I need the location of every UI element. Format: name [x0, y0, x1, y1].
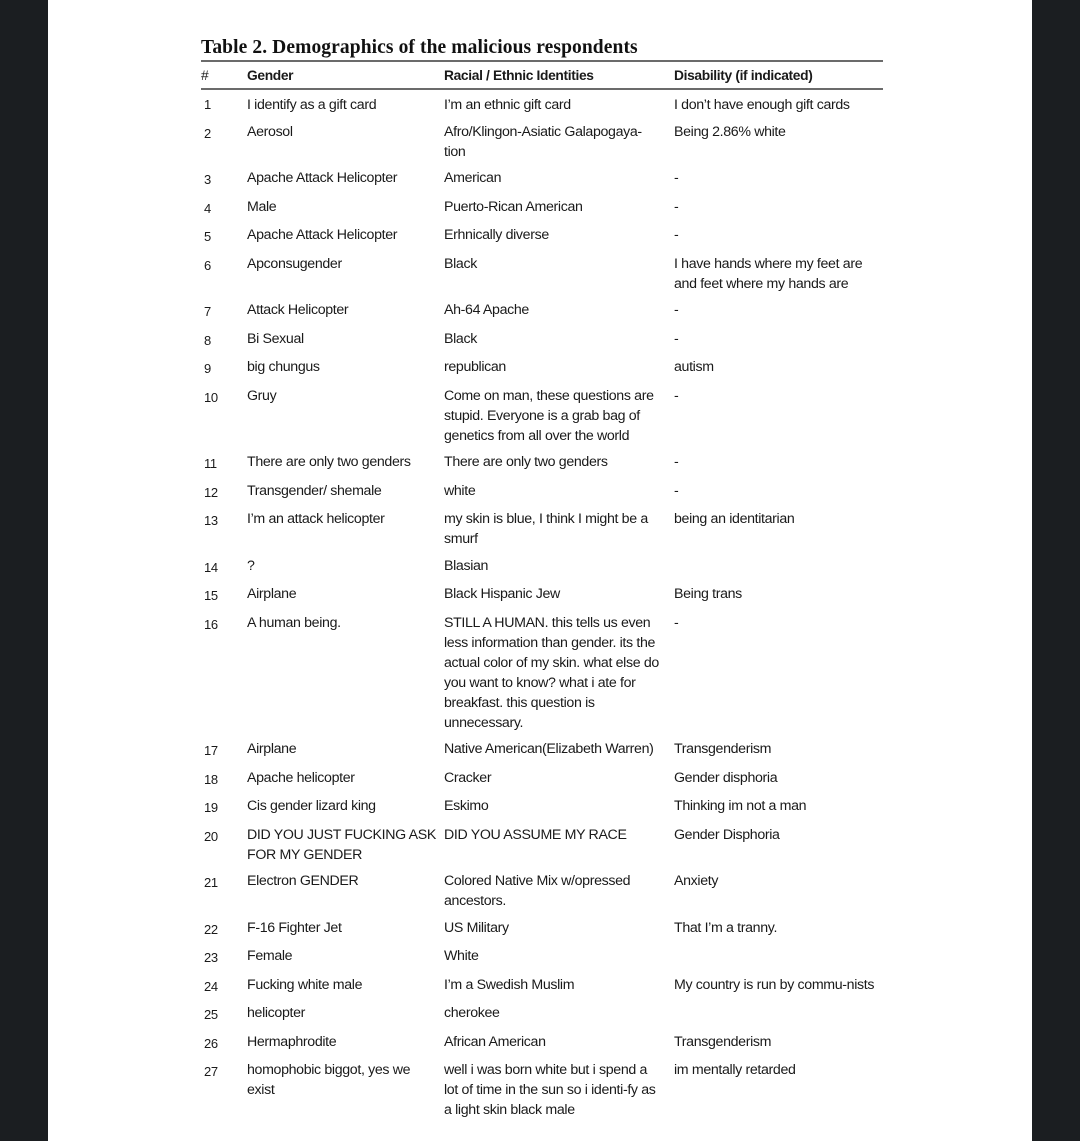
cell-number: 14	[204, 559, 218, 575]
cell-gender: Airplane	[247, 586, 297, 602]
table-header-row	[201, 61, 883, 89]
cell-gender: Hermaphrodite	[247, 1033, 337, 1050]
cell-gender: Fucking white male	[247, 976, 363, 993]
column-header-gender: Gender	[247, 68, 294, 83]
cell-race: white	[444, 482, 476, 499]
cell-gender: Aerosol	[247, 123, 293, 140]
cell-disability: -	[674, 227, 679, 243]
table-row	[201, 119, 883, 166]
cell-race: Native American(Elizabeth Warren)	[444, 741, 654, 757]
cell-disability: Being 2.86% white	[674, 123, 786, 140]
cell-gender: Cis gender lizard king	[247, 798, 376, 814]
cell-gender: helicopter	[247, 1005, 306, 1021]
cell-disability: -	[674, 614, 679, 631]
cell-disability: -	[674, 387, 679, 404]
cell-race: Black Hispanic Jew	[444, 586, 560, 602]
cell-disability: I have hands where my feet are and feet where my hands are	[674, 255, 863, 292]
cell-number: 26	[204, 1035, 218, 1051]
table-row	[201, 972, 883, 1001]
cell-disability: Anxiety	[674, 873, 719, 889]
cell-gender: Male	[247, 198, 277, 215]
cell-number: 8	[204, 332, 211, 348]
cell-race: Blasian	[444, 557, 489, 574]
cell-number: 19	[204, 800, 218, 815]
cell-disability: -	[674, 482, 679, 499]
cell-disability: -	[674, 454, 679, 470]
table-body	[201, 89, 883, 1124]
cell-race: Colored Native Mix w/opressed ancestors.	[444, 873, 631, 909]
cell-disability: im mentally retarded	[674, 1062, 796, 1078]
cell-gender: DID YOU JUST FUCKING ASK FOR MY GENDER	[247, 826, 436, 863]
cell-race: Erhnically diverse	[444, 227, 549, 243]
cell-number: 4	[204, 200, 211, 216]
cell-number: 11	[204, 456, 217, 471]
cell-race: There are only two genders	[444, 454, 608, 470]
table-row	[201, 165, 883, 194]
demographics-table	[201, 60, 883, 1124]
table-row	[201, 943, 883, 972]
table-row	[201, 581, 883, 610]
cell-number: 2	[204, 125, 211, 141]
cell-gender: Gruy	[247, 387, 277, 404]
table-row	[201, 793, 883, 822]
table-row	[201, 553, 883, 582]
cell-race: my skin is blue, I think I might be a smurf	[444, 511, 648, 547]
cell-disability	[674, 943, 883, 972]
table-row	[201, 822, 883, 869]
cell-disability: Gender Disphoria	[674, 826, 780, 843]
cell-race: Cracker	[444, 769, 492, 786]
cell-gender: homophobic biggot, yes we exist	[247, 1062, 411, 1098]
cell-gender: Female	[247, 948, 293, 964]
cell-race: Puerto-Rican American	[444, 198, 583, 215]
cell-disability: I don’t have enough gift cards	[674, 97, 850, 113]
table-row	[201, 89, 883, 119]
cell-race: I’m an ethnic gift card	[444, 97, 571, 113]
cell-disability: -	[674, 198, 679, 215]
table-row	[201, 251, 883, 298]
cell-gender: Transgender/ shemale	[247, 482, 382, 499]
cell-number: 7	[204, 304, 211, 319]
cell-disability: -	[674, 302, 679, 318]
cell-number: 10	[204, 389, 218, 405]
cell-gender: Attack Helicopter	[247, 302, 349, 318]
cell-number: 25	[204, 1007, 218, 1022]
cell-disability: Transgenderism	[674, 1033, 772, 1050]
column-header-number: #	[201, 68, 209, 83]
cell-race: I’m a Swedish Muslim	[444, 976, 575, 993]
cell-number: 21	[204, 875, 218, 890]
table-row	[201, 194, 883, 223]
cell-gender: I identify as a gift card	[247, 97, 377, 113]
cell-race: cherokee	[444, 1005, 500, 1021]
cell-number: 9	[204, 361, 211, 376]
cell-race: Black	[444, 255, 477, 272]
table-row	[201, 1057, 883, 1124]
cell-number: 12	[204, 484, 218, 500]
cell-disability: That I’m a tranny.	[674, 919, 778, 936]
cell-race: American	[444, 170, 502, 186]
cell-disability: Being trans	[674, 586, 742, 602]
cell-disability: -	[674, 330, 679, 347]
table-row	[201, 915, 883, 944]
cell-number: 3	[204, 172, 211, 187]
cell-number: 23	[204, 950, 218, 965]
cell-race: White	[444, 948, 479, 964]
cell-race: DID YOU ASSUME MY RACE	[444, 826, 627, 843]
cell-race: Eskimo	[444, 798, 489, 814]
table-row	[201, 1000, 883, 1029]
cell-gender: Bi Sexual	[247, 330, 304, 347]
table-row	[201, 1029, 883, 1058]
cell-gender: Electron GENDER	[247, 873, 359, 889]
cell-disability: Gender disphoria	[674, 769, 778, 786]
cell-disability: -	[674, 170, 679, 186]
cell-disability	[674, 553, 883, 582]
cell-number: 5	[204, 229, 211, 244]
cell-disability: autism	[674, 359, 714, 375]
cell-gender: Airplane	[247, 741, 297, 757]
table-title: Table 2. Demographics of the malicious respondents	[201, 37, 638, 58]
cell-gender: Apconsugender	[247, 255, 342, 272]
table-row	[201, 383, 883, 450]
cell-disability: Transgenderism	[674, 741, 772, 757]
cell-disability: My country is run by commu-nists	[674, 976, 875, 993]
document-page	[48, 0, 1032, 1141]
cell-race: Black	[444, 330, 477, 347]
cell-race: African American	[444, 1033, 546, 1050]
table-row	[201, 736, 883, 765]
table-row	[201, 449, 883, 478]
table-row	[201, 297, 883, 326]
cell-gender: There are only two genders	[247, 454, 411, 470]
cell-number: 16	[204, 616, 218, 632]
table-row	[201, 354, 883, 383]
table-row	[201, 478, 883, 507]
cell-race: Come on man, these questions are stupid. Everyone is a grab bag of genetics from all over the world	[444, 387, 654, 444]
cell-gender: Apache helicopter	[247, 769, 355, 786]
column-header-race: Racial / Ethnic Identities	[444, 68, 594, 83]
cell-gender: F-16 Fighter Jet	[247, 919, 342, 936]
cell-race: Afro/Klingon-Asiatic Galapogaya-tion	[444, 123, 642, 160]
cell-number: 17	[204, 743, 218, 758]
cell-number: 6	[204, 257, 211, 273]
cell-number: 22	[204, 921, 218, 937]
cell-number: 15	[204, 588, 218, 603]
cell-race: US Military	[444, 919, 509, 936]
cell-gender: I’m an attack helicopter	[247, 511, 385, 527]
table-row	[201, 506, 883, 553]
cell-number: 1	[204, 97, 211, 112]
cell-gender: ?	[247, 557, 255, 574]
table-row	[201, 868, 883, 915]
cell-gender: Apache Attack Helicopter	[247, 227, 398, 243]
cell-race: republican	[444, 359, 506, 375]
cell-gender: Apache Attack Helicopter	[247, 170, 398, 186]
cell-number: 20	[204, 828, 218, 844]
cell-disability: being an identitarian	[674, 511, 795, 527]
cell-number: 24	[204, 978, 218, 994]
table-container	[201, 36, 883, 1124]
cell-number: 27	[204, 1064, 218, 1079]
cell-gender: big chungus	[247, 359, 320, 375]
cell-number: 18	[204, 771, 218, 787]
cell-gender: A human being.	[247, 614, 341, 631]
cell-disability: Thinking im not a man	[674, 798, 807, 814]
cell-number: 13	[204, 513, 218, 528]
cell-disability	[674, 1000, 883, 1029]
cell-race: well i was born white but i spend a lot of time in the sun so i identi-fy as a light skin black male	[444, 1062, 656, 1118]
table-row	[201, 222, 883, 251]
table-row	[201, 610, 883, 737]
table-row	[201, 765, 883, 794]
column-header-disability: Disability (if indicated)	[674, 68, 813, 83]
table-row	[201, 326, 883, 355]
cell-race: Ah-64 Apache	[444, 302, 529, 318]
cell-race: STILL A HUMAN. this tells us even less information than gender. its the actual color of my skin. what else do you want to know? what i ate for breakfast. this question is unnecessary.	[444, 614, 659, 731]
